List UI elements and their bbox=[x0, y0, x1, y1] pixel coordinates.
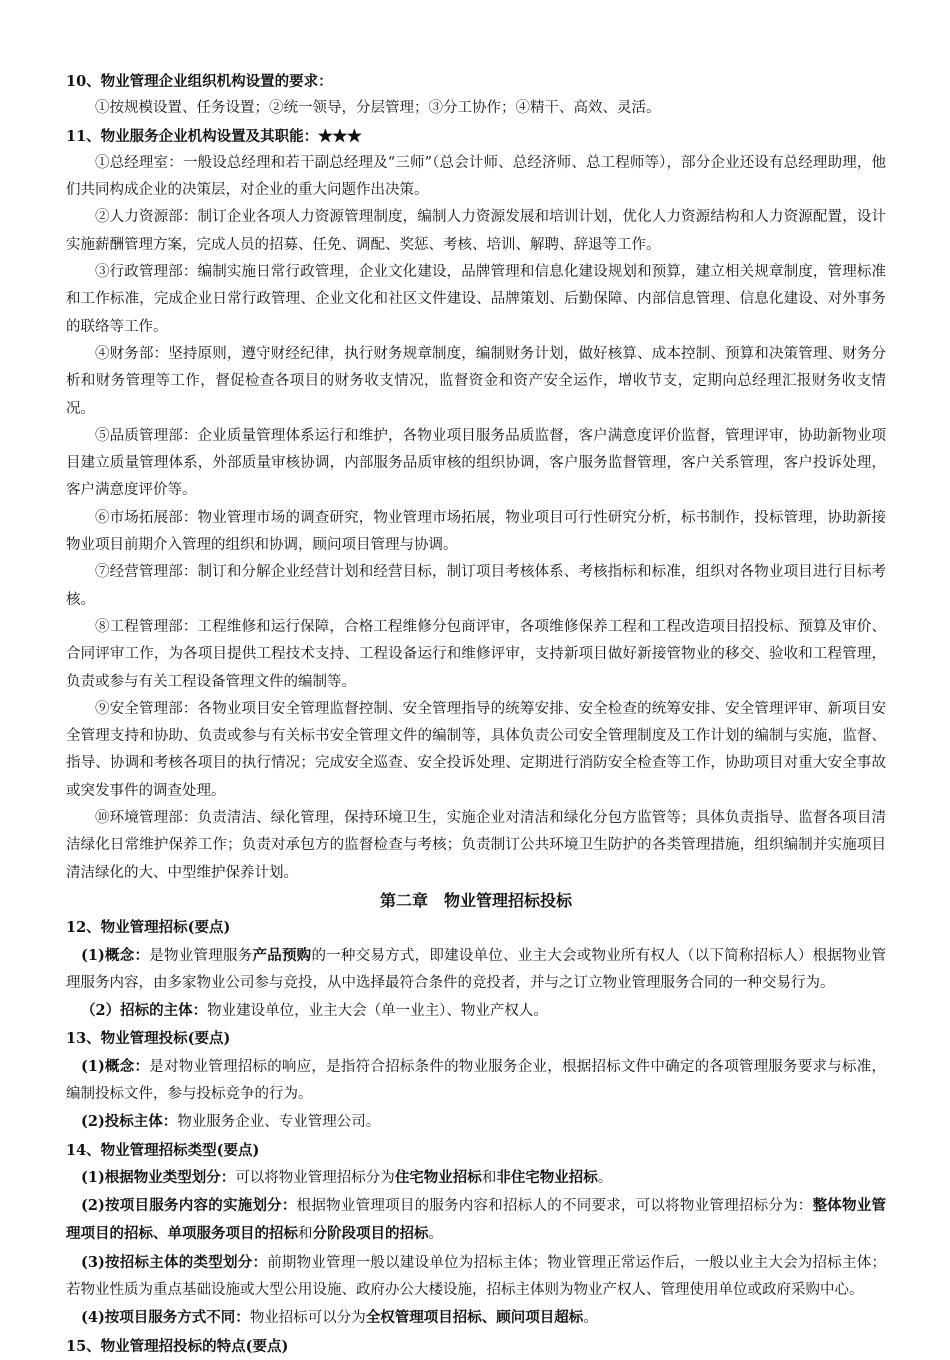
text: 的一种交易方式，即建设单位、业主大会或物业所有权人（以下简称招标人）根据物业管理服务内容，由多家物业公司参与竞投，从中选择最符合条件的竞投者，并与之订立物业管理服务合同的一种交易行为。 bbox=[66, 947, 887, 991]
text: 。 bbox=[428, 1226, 443, 1243]
text: 根据物业管理项目的服务内容和招标人的不同要求，可以将物业管理招标分为： bbox=[296, 1198, 813, 1215]
label: (1)概念： bbox=[81, 946, 150, 964]
section-14-para-2 bbox=[66, 1192, 886, 1249]
section-11-item-1: ①总经理室：一般设总经理和若干副总经理及“三师”（总会计师、总经济师、总工程师等），部分企业还设有总经理助理，他们共同构成企业的决策层，对企业的重大问题作出决策。 bbox=[66, 154, 886, 199]
section-11-item-8: ⑧工程管理部：工程维修和运行保障，合格工程维修分包商评审，各项维修保养工程和工程改造项目招投标、预算及审价、合同评审工作，为各项目提供工程技术支持、工程设备运行和维修评审，支持新项目做好新接管物业的移交、验收和工程管理，负责或参与有关工程设备管理文件的编制等。 bbox=[66, 618, 886, 690]
section-11-item-7: ⑦经营管理部：制订和分解企业经营计划和经营目标，制订项目考核体系、考核指标和标准，组织对各物业项目进行目标考核。 bbox=[66, 564, 886, 608]
section-14-title: 14、物业管理招标类型(要点) bbox=[66, 1141, 260, 1159]
section-13-para-2 bbox=[66, 1108, 886, 1136]
emphasis: 整体物业管理项目的招标、单项服务项目的招标 bbox=[66, 1197, 887, 1243]
section-11-item-10: ⑩环境管理部：负责清洁、绿化管理，保持环境卫生，实施企业对清洁和绿化分包方监管等；具体负责指导、监督各项目清洁绿化日常维护保养工作；负责对承包方的监督检查与考核；负责制订公共环境卫生防护的各类管理措施，组织编制并实施项目清洁绿化的大、中型维护保养计划。 bbox=[66, 810, 886, 881]
emphasis: 分阶段项目的招标 bbox=[312, 1225, 429, 1243]
label: (1)根据物业类型划分： bbox=[81, 1168, 236, 1186]
section-11-item-3: ③行政管理部：编制实施日常行政管理，企业文化建设，品牌管理和信息化建设规划和预算，建立相关规章制度，管理标准和工作标准，完成企业日常行政管理、企业文化和社区文件建设、品牌策划、后勤保障、内部信息管理、信息化建设、对外事务的联络等工作。 bbox=[66, 264, 886, 335]
text: 和 bbox=[481, 1169, 497, 1186]
document-page bbox=[66, 68, 886, 1360]
text: 是对物业管理招标的响应，是指符合招标条件的物业服务企业，根据招标文件中确定的各项管理服务要求与标准，编制投标文件，参与投标竞争的行为。 bbox=[66, 1058, 887, 1102]
section-11-title: 11、物业服务企业机构设置及其职能：★★★ bbox=[66, 127, 362, 145]
label: （2）招标的主体： bbox=[81, 1002, 208, 1020]
text: 物业招标可以分为 bbox=[249, 1310, 366, 1327]
section-13-para-1 bbox=[66, 1053, 886, 1109]
label: (2)投标主体： bbox=[81, 1113, 178, 1131]
label: (4)按项目服务方式不同： bbox=[81, 1309, 250, 1327]
section-10-body: ①按规模设置、任务设置；②统一领导，分层管理；③分工协作；④精干、高效、灵活。 bbox=[95, 100, 661, 117]
text: 物业建设单位，业主大会（单一业主）、物业产权人。 bbox=[207, 1003, 548, 1020]
text: 可以将物业管理招标分为 bbox=[235, 1169, 395, 1186]
text: 是物业管理服务 bbox=[149, 947, 253, 964]
section-13-title: 13、物业管理投标(要点) bbox=[66, 1030, 231, 1048]
section-12-para-2 bbox=[66, 997, 886, 1025]
label: (2)按项目服务内容的实施划分： bbox=[81, 1197, 297, 1215]
section-11-item-5: ⑤品质管理部：企业质量管理体系运行和维护，各物业项目服务品质监督，客户满意度评价监督，管理评审，协助新物业项目建立质量管理体系，外部质量审核协调，内部服务品质审核的组织协调，客户服务监督管理，客户关系管理，客户投诉处理，客户满意度评价等。 bbox=[66, 427, 886, 499]
text: 。 bbox=[597, 1169, 613, 1186]
section-14-para-3 bbox=[66, 1249, 886, 1305]
text: 前期物业管理一般以建设单位为招标主体；物业管理正常运作后，一般以业主大会为招标主体；若物业性质为重点基础设施或大型公用设施、政府办公大楼设施，招标主体则为物业产权人、管理使用单位或政府采购中心。 bbox=[66, 1254, 886, 1299]
section-12-para-1 bbox=[66, 942, 886, 998]
emphasis: 非住宅物业招标 bbox=[496, 1168, 598, 1186]
text: 。 bbox=[583, 1310, 598, 1327]
section-10-title: 10、物业管理企业组织机构设置的要求： bbox=[66, 73, 333, 90]
section-11-item-9: ⑨安全管理部：各物业项目安全管理监督控制、安全管理指导的统筹安排、安全检查的统筹安排、安全管理评审、新项目安全管理支持和协助、负责或参与有关标书安全管理文件的编制等，具体负责公司安全管理制度及工作计划的编制与实施，监督、指导、协调和考核各项目的执行情况；完成安全巡查、安全投诉处理、定期进行消防安全检查等工作，协助项目对重大安全事故或突发事件的调查处理。 bbox=[66, 700, 886, 799]
section-11-item-6: ⑥市场拓展部：物业管理市场的调查研究，物业管理市场拓展，物业项目可行性研究分析，标书制作，投标管理，协助新接物业项目前期介入管理的组织和协调，顾问项目管理与协调。 bbox=[66, 509, 886, 554]
text: 物业服务企业、专业管理公司。 bbox=[177, 1114, 381, 1131]
section-15-title: 15、物业管理招投标的特点(要点) bbox=[66, 1337, 289, 1355]
section-11-item-2: ②人力资源部：制订企业各项人力资源管理制度，编制人力资源发展和培训计划，优化人力资源结构和人力资源配置，设计实施薪酬管理方案，完成人员的招募、任免、调配、奖惩、考核、培训、解聘、辞退等工作。 bbox=[66, 209, 886, 253]
section-11-item-4: ④财务部：坚持原则，遵守财经纪律，执行财务规章制度，编制财务计划，做好核算、成本控制、预算和决策管理、财务分析和财务管理等工作，督促检查各项目的财务收支情况，监督资金和资产安全运作，增收节支，定期向总经理汇报财务收支情况。 bbox=[66, 345, 886, 417]
section-14-para-4 bbox=[66, 1304, 886, 1332]
section-14-para-1 bbox=[66, 1164, 886, 1192]
label: (1)概念： bbox=[81, 1057, 150, 1075]
emphasis: 全权管理项目招标、顾问项目超标 bbox=[365, 1309, 584, 1327]
section-12-title: 12、物业管理招标(要点) bbox=[66, 919, 231, 937]
emphasis: 产品预购 bbox=[252, 946, 312, 964]
text: 和 bbox=[298, 1226, 313, 1243]
emphasis: 住宅物业招标 bbox=[394, 1168, 482, 1186]
label: (3)按招标主体的类型划分： bbox=[81, 1253, 268, 1271]
chapter-title: 第二章 物业管理招标投标 bbox=[379, 890, 572, 910]
